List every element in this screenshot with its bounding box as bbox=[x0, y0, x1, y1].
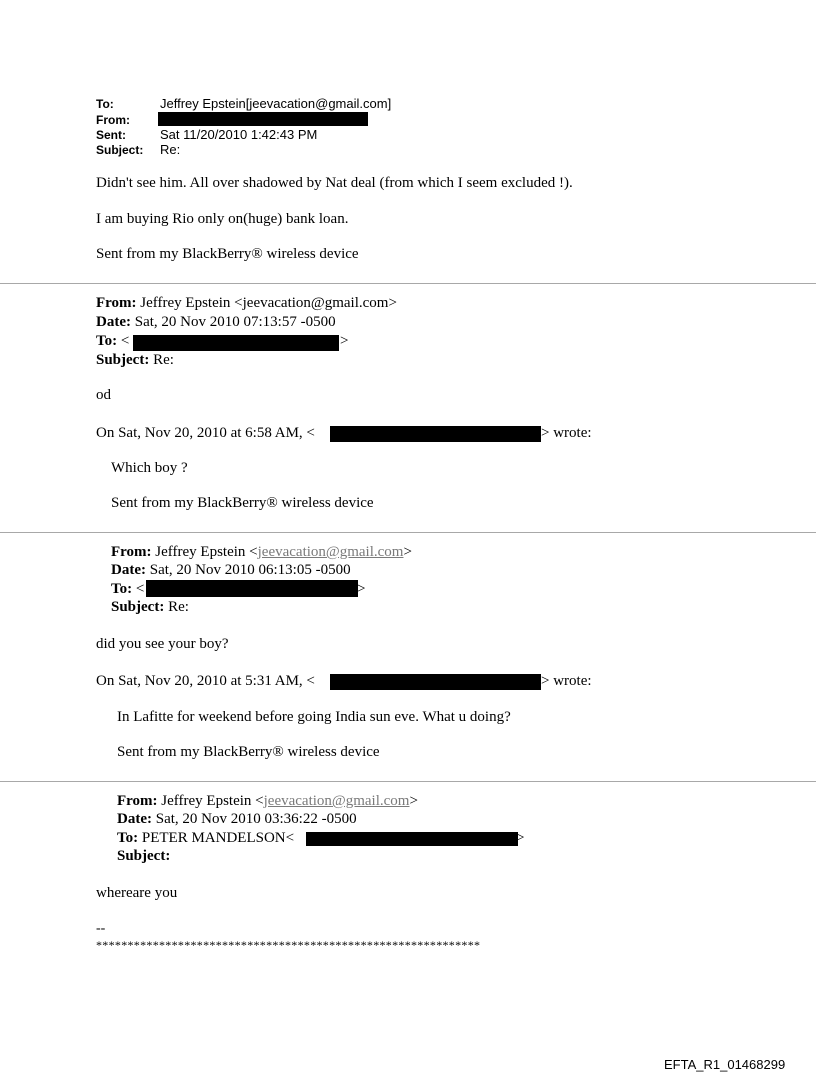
subject-label: Subject: bbox=[96, 352, 150, 368]
redaction-block bbox=[306, 832, 518, 846]
from-label: From: bbox=[96, 295, 137, 311]
msg4-date bbox=[117, 810, 357, 828]
to-label: To: bbox=[111, 581, 133, 597]
date-label: Date: bbox=[117, 811, 152, 827]
to-open: < bbox=[132, 581, 145, 597]
from-value: Jeffrey Epstein <jeevacation@gmail.com> bbox=[136, 295, 397, 311]
quote-suffix: > wrote: bbox=[541, 425, 592, 441]
from-value-close: > bbox=[403, 544, 412, 560]
msg4-subject bbox=[117, 847, 170, 865]
from-value: Jeffrey Epstein < bbox=[151, 544, 258, 560]
redaction-block bbox=[133, 335, 339, 351]
email-link[interactable]: jeevacation@gmail.com bbox=[257, 544, 404, 560]
message-body-line: whereare you bbox=[96, 885, 178, 901]
signature-dashes: -- bbox=[96, 921, 106, 936]
subject-label: Subject: bbox=[111, 599, 165, 615]
from-label: From: bbox=[96, 113, 130, 127]
quoted-line: Which boy ? bbox=[111, 460, 188, 476]
msg3-to bbox=[111, 580, 144, 598]
to-value: PETER MANDELSON< bbox=[138, 830, 295, 846]
message-body-line: did you see your boy? bbox=[96, 636, 229, 652]
date-value: Sat, 20 Nov 2010 07:13:57 -0500 bbox=[130, 314, 336, 330]
quote-prefix: On Sat, Nov 20, 2010 at 5:31 AM, < bbox=[96, 673, 315, 689]
divider bbox=[0, 532, 816, 533]
from-value: Jeffrey Epstein < bbox=[157, 793, 264, 809]
quoted-signature: Sent from my BlackBerry® wireless device bbox=[111, 495, 374, 511]
msg2-to bbox=[96, 332, 129, 350]
quoted-signature: Sent from my BlackBerry® wireless device bbox=[117, 744, 380, 760]
msg4-to bbox=[117, 829, 294, 847]
subject-label: Subject: bbox=[117, 848, 171, 864]
from-value-close: > bbox=[409, 793, 418, 809]
message-body-line: I am buying Rio only on(huge) bank loan. bbox=[96, 211, 349, 227]
redaction-block bbox=[330, 674, 541, 690]
quoted-line: In Lafitte for weekend before going India sun eve. What u doing? bbox=[117, 709, 511, 725]
to-label: To: bbox=[117, 830, 139, 846]
redaction-block bbox=[158, 112, 368, 126]
message-signature: Sent from my BlackBerry® wireless device bbox=[96, 246, 359, 262]
to-close: > bbox=[340, 333, 349, 349]
sent-label: Sent: bbox=[96, 128, 126, 142]
msg2-subject bbox=[96, 351, 174, 369]
msg3-from bbox=[111, 543, 412, 561]
msg4-from bbox=[117, 792, 418, 810]
date-value: Sat, 20 Nov 2010 06:13:05 -0500 bbox=[145, 562, 351, 578]
quote-suffix: > wrote: bbox=[541, 673, 592, 689]
to-value: Jeffrey Epstein[jeevacation@gmail.com] bbox=[160, 96, 392, 111]
signature-stars: ************************************************************* bbox=[96, 938, 481, 952]
to-label: To: bbox=[96, 333, 118, 349]
msg2-date bbox=[96, 313, 336, 331]
from-label: From: bbox=[111, 544, 152, 560]
divider bbox=[0, 283, 816, 284]
message-body-line: Didn't see him. All over shadowed by Nat deal (from which I seem excluded !). bbox=[96, 175, 573, 191]
date-label: Date: bbox=[96, 314, 131, 330]
sent-value: Sat 11/20/2010 1:42:43 PM bbox=[160, 127, 318, 142]
message-body-line: od bbox=[96, 387, 111, 403]
msg3-date bbox=[111, 561, 351, 579]
to-close: > bbox=[357, 581, 366, 597]
email-link[interactable]: jeevacation@gmail.com bbox=[263, 793, 410, 809]
subject-value: Re: bbox=[160, 142, 181, 157]
msg2-from bbox=[96, 294, 397, 312]
to-close: > bbox=[516, 830, 525, 846]
to-open: < bbox=[117, 333, 130, 349]
to-label: To: bbox=[96, 97, 114, 111]
document-id: EFTA_R1_01468299 bbox=[664, 1057, 786, 1072]
subject-value: Re: bbox=[164, 599, 189, 615]
redaction-block bbox=[330, 426, 541, 442]
divider bbox=[0, 781, 816, 782]
from-label: From: bbox=[117, 793, 158, 809]
quote-prefix: On Sat, Nov 20, 2010 at 6:58 AM, < bbox=[96, 425, 315, 441]
subject-label: Subject: bbox=[96, 143, 144, 157]
subject-value: Re: bbox=[149, 352, 174, 368]
redaction-block bbox=[146, 580, 358, 597]
date-value: Sat, 20 Nov 2010 03:36:22 -0500 bbox=[151, 811, 357, 827]
date-label: Date: bbox=[111, 562, 146, 578]
msg3-subject bbox=[111, 598, 189, 616]
